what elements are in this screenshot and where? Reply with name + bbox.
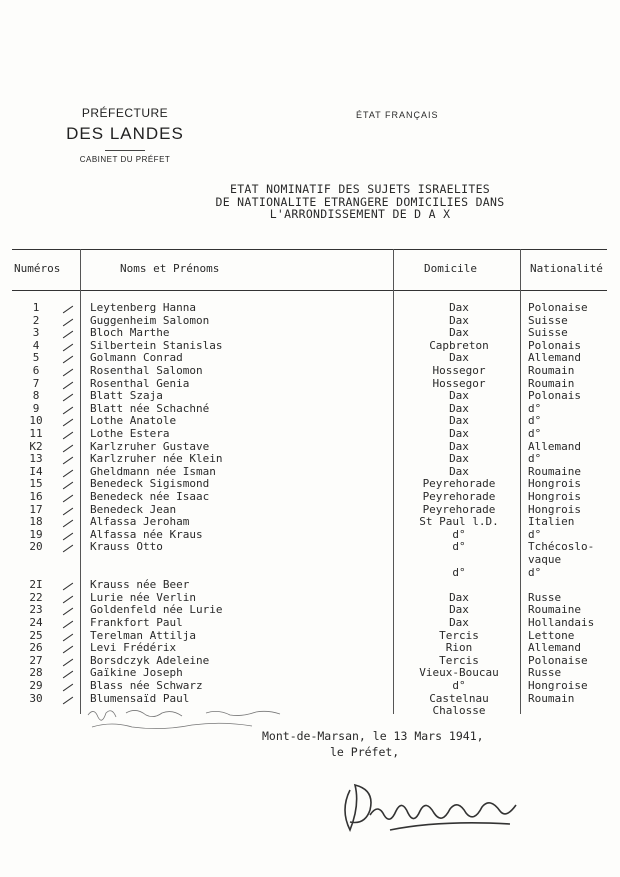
row-name: Guggenheim Salomon xyxy=(90,313,210,327)
row-nationalite: Allemand xyxy=(528,439,581,453)
row-name: Blatt Szaja xyxy=(90,389,163,403)
check-mark-icon xyxy=(63,457,73,465)
row-name: Blass née Schwarz xyxy=(90,679,203,692)
letterhead-divider xyxy=(105,150,145,151)
row-number: 9 xyxy=(32,401,40,415)
signature-place-date: Mont-de-Marsan, le 13 Mars 1941, xyxy=(262,729,484,743)
signature-scribble xyxy=(320,770,540,840)
row-name: Alfassa Jeroham xyxy=(90,515,190,529)
row-domicile: Dax xyxy=(449,427,469,440)
check-mark-icon xyxy=(63,633,73,641)
row-domicile: Peyrehorade xyxy=(422,502,496,516)
row-number: 23 xyxy=(29,603,43,617)
row-nationalite: Hongrois xyxy=(528,502,581,516)
row-domicile: Dax xyxy=(449,439,469,453)
row-nationalite: Polonaise xyxy=(528,301,588,314)
check-mark-icon xyxy=(63,394,73,402)
row-domicile: d° xyxy=(452,679,466,692)
row-domicile: Dax xyxy=(449,464,469,478)
row-domicile: Dax xyxy=(449,603,469,617)
row-nationalite: Suisse xyxy=(528,326,568,340)
row-number: 8 xyxy=(32,389,40,403)
row-nationalite: Roumain xyxy=(528,376,575,390)
row-domicile: d° xyxy=(452,540,466,554)
check-mark-icon xyxy=(63,545,73,553)
row-name: Gaïkine Joseph xyxy=(90,666,183,680)
row-number: 20 xyxy=(29,540,43,554)
row-nationalite: d° xyxy=(528,527,542,541)
row-number: 24 xyxy=(29,616,43,629)
row-name: Borsdczyk Adeleine xyxy=(90,653,210,667)
check-mark-icon xyxy=(63,532,73,540)
row-number: 13 xyxy=(29,452,43,466)
row-name: Rosenthal Genia xyxy=(90,376,190,390)
check-mark-icon xyxy=(63,621,73,629)
row-domicile: d° xyxy=(452,527,466,541)
row-domicile: Dax xyxy=(449,326,469,340)
row-nationalite: Polonaise xyxy=(528,653,588,667)
row-number: 17 xyxy=(29,502,43,516)
row-number: 26 xyxy=(29,641,43,655)
row-nationalite: Suisse xyxy=(528,313,568,327)
row-name: Blatt née Schachné xyxy=(90,401,210,415)
check-mark-icon xyxy=(63,406,73,414)
row-number: 10 xyxy=(29,414,43,428)
row-nationalite: d° xyxy=(528,565,542,579)
row-domicile: d° xyxy=(452,565,466,579)
row-nationalite: Hongrois xyxy=(528,477,581,491)
letterhead-left xyxy=(50,106,200,164)
check-mark-icon xyxy=(63,696,73,704)
row-number: 16 xyxy=(29,490,43,503)
row-number: 7 xyxy=(32,376,40,390)
column-divider-2 xyxy=(393,249,394,714)
row-number: 22 xyxy=(29,590,43,604)
row-number: K2 xyxy=(29,439,43,453)
row-nationalite: d° xyxy=(528,401,542,415)
row-domicile: Dax xyxy=(449,313,469,327)
row-nationalite: Polonais xyxy=(528,338,581,352)
row-name: Terelman Attilja xyxy=(90,628,196,642)
row-number: 15 xyxy=(29,477,43,491)
check-mark-icon xyxy=(63,595,73,603)
row-domicile: Tercis xyxy=(439,628,479,642)
header-domicile: Domicile xyxy=(424,262,477,275)
row-name: Karlzruher Gustave xyxy=(90,439,210,453)
row-number: 2I xyxy=(29,578,43,592)
row-domicile: Castelnau xyxy=(429,691,489,705)
check-mark-icon xyxy=(63,671,73,679)
row-nationalite: Italien xyxy=(528,515,575,529)
row-name: Blumensaïd Paul xyxy=(90,691,190,705)
row-name: Golmann Conrad xyxy=(90,351,183,365)
row-nationalite: Tchécoslo- xyxy=(528,540,595,554)
check-mark-icon xyxy=(63,469,73,477)
check-mark-icon xyxy=(63,318,73,326)
row-name: Silbertein Stanislas xyxy=(90,338,223,352)
check-mark-icon xyxy=(63,520,73,528)
signature-title: le Préfet, xyxy=(330,745,400,759)
row-number: 4 xyxy=(32,338,40,352)
row-nationalite: Allemand xyxy=(528,351,581,365)
row-number: 3 xyxy=(32,326,40,340)
row-domicile: Dax xyxy=(449,590,469,604)
letterhead-etat-francais: ÉTAT FRANÇAIS xyxy=(356,110,439,120)
row-name: Lothe Anatole xyxy=(90,414,177,428)
check-mark-icon xyxy=(63,381,73,389)
table-header-rule xyxy=(12,290,607,291)
check-mark-icon xyxy=(63,444,73,452)
check-mark-icon xyxy=(63,495,73,503)
row-nationalite: Lettone xyxy=(528,628,575,642)
row-number: 29 xyxy=(29,679,43,692)
check-mark-icon xyxy=(63,684,73,692)
row-nationalite: Roumain xyxy=(528,691,575,705)
row-name: Frankfort Paul xyxy=(90,616,183,629)
check-mark-icon xyxy=(63,419,73,427)
check-mark-icon xyxy=(63,507,73,515)
row-number: 27 xyxy=(29,653,43,667)
row-name: Benedeck née Isaac xyxy=(90,490,210,503)
row-domicile: Peyrehorade xyxy=(422,477,496,491)
row-nationalite: d° xyxy=(528,452,542,466)
row-domicile: Tercis xyxy=(439,653,479,667)
row-nationalite: d° xyxy=(528,414,542,428)
row-domicile: Hossegor xyxy=(432,364,486,377)
row-number: 6 xyxy=(32,364,40,377)
row-nationalite: Russe xyxy=(528,666,562,680)
row-domicile: Dax xyxy=(449,389,469,403)
column-divider-1 xyxy=(80,249,81,714)
row-domicile: Dax xyxy=(449,351,469,365)
check-mark-icon xyxy=(63,658,73,666)
row-name: Krauss née Beer xyxy=(90,578,190,592)
row-number: 11 xyxy=(29,427,43,440)
check-mark-icon xyxy=(63,343,73,351)
document-title xyxy=(180,183,540,221)
row-name: Rosenthal Salomon xyxy=(90,364,203,377)
row-domicile: Peyrehorade xyxy=(422,490,496,503)
row-name: Leytenberg Hanna xyxy=(90,301,196,314)
row-domicile: Dax xyxy=(449,616,469,629)
row-domicile: Chalosse xyxy=(432,704,486,718)
row-nationalite: Roumain xyxy=(528,364,575,377)
row-name: Karlzruher née Klein xyxy=(90,452,223,466)
prefect-signature xyxy=(320,770,540,844)
row-domicile: Rion xyxy=(445,641,473,655)
row-name: Benedeck Jean xyxy=(90,502,177,516)
row-name: Bloch Marthe xyxy=(90,326,170,340)
header-nationalite: Nationalité xyxy=(530,262,603,275)
header-noms: Noms et Prénoms xyxy=(120,262,220,275)
letterhead-cabinet: CABINET DU PRÉFET xyxy=(79,155,171,164)
check-mark-icon xyxy=(63,432,73,440)
row-domicile: Dax xyxy=(449,401,469,415)
letterhead-prefecture: PRÉFECTURE xyxy=(81,106,169,120)
row-name: Benedeck Sigismond xyxy=(90,477,210,491)
check-mark-icon xyxy=(63,369,73,377)
title-line-3: L'ARRONDISSEMENT DE D A X xyxy=(269,207,451,221)
row-name: Levi Frédérix xyxy=(90,641,177,655)
row-number: 19 xyxy=(29,527,43,541)
row-number: I4 xyxy=(29,464,43,478)
row-name: Gheldmann née Isman xyxy=(90,464,216,478)
row-name: Goldenfeld née Lurie xyxy=(90,603,223,617)
row-number: 30 xyxy=(29,691,43,705)
row-domicile: Dax xyxy=(449,452,469,466)
table-top-rule xyxy=(12,249,607,250)
row-domicile: Hossegor xyxy=(432,376,486,390)
row-nationalite: vaque xyxy=(528,553,562,566)
row-number: 5 xyxy=(32,351,40,365)
row-name: Krauss Otto xyxy=(90,540,163,554)
row-nationalite: Russe xyxy=(528,590,562,604)
check-mark-icon xyxy=(63,331,73,339)
row-domicile: Dax xyxy=(449,301,469,314)
row-nationalite: Polonais xyxy=(528,389,581,403)
row-number: 28 xyxy=(29,666,43,680)
row-name: Lothe Estera xyxy=(90,427,170,440)
row-number: 2 xyxy=(32,313,40,327)
check-mark-icon xyxy=(63,482,73,490)
row-nationalite: Roumaine xyxy=(528,464,581,478)
title-line-1: ETAT NOMINATIF DES SUJETS ISRAELITES xyxy=(229,182,491,196)
check-mark-icon xyxy=(63,608,73,616)
letterhead-department: DES LANDES xyxy=(66,124,184,143)
header-numeros: Numéros xyxy=(14,262,61,275)
row-name: Alfassa née Kraus xyxy=(90,527,203,541)
check-mark-icon xyxy=(63,356,73,364)
row-nationalite: Hollandais xyxy=(528,616,595,629)
row-number: 18 xyxy=(29,515,43,529)
row-domicile: Capbreton xyxy=(429,338,489,352)
row-nationalite: d° xyxy=(528,427,542,440)
check-mark-icon xyxy=(63,306,73,314)
row-number: 1 xyxy=(32,301,40,314)
row-nationalite: Roumaine xyxy=(528,603,581,617)
check-mark-icon xyxy=(63,583,73,591)
row-domicile: St Paul l.D. xyxy=(419,515,499,529)
row-nationalite: Allemand xyxy=(528,641,581,655)
row-name: Lurie née Verlin xyxy=(90,590,196,604)
row-nationalite: Hongroise xyxy=(528,679,588,692)
row-nationalite: Hongrois xyxy=(528,490,581,503)
check-mark-icon xyxy=(63,646,73,654)
row-number: 25 xyxy=(29,628,43,642)
title-line-2: DE NATIONALITE ETRANGERE DOMICILIES DANS xyxy=(215,194,505,209)
row-domicile: Dax xyxy=(449,414,469,428)
row-domicile: Vieux-Boucau xyxy=(419,666,499,680)
